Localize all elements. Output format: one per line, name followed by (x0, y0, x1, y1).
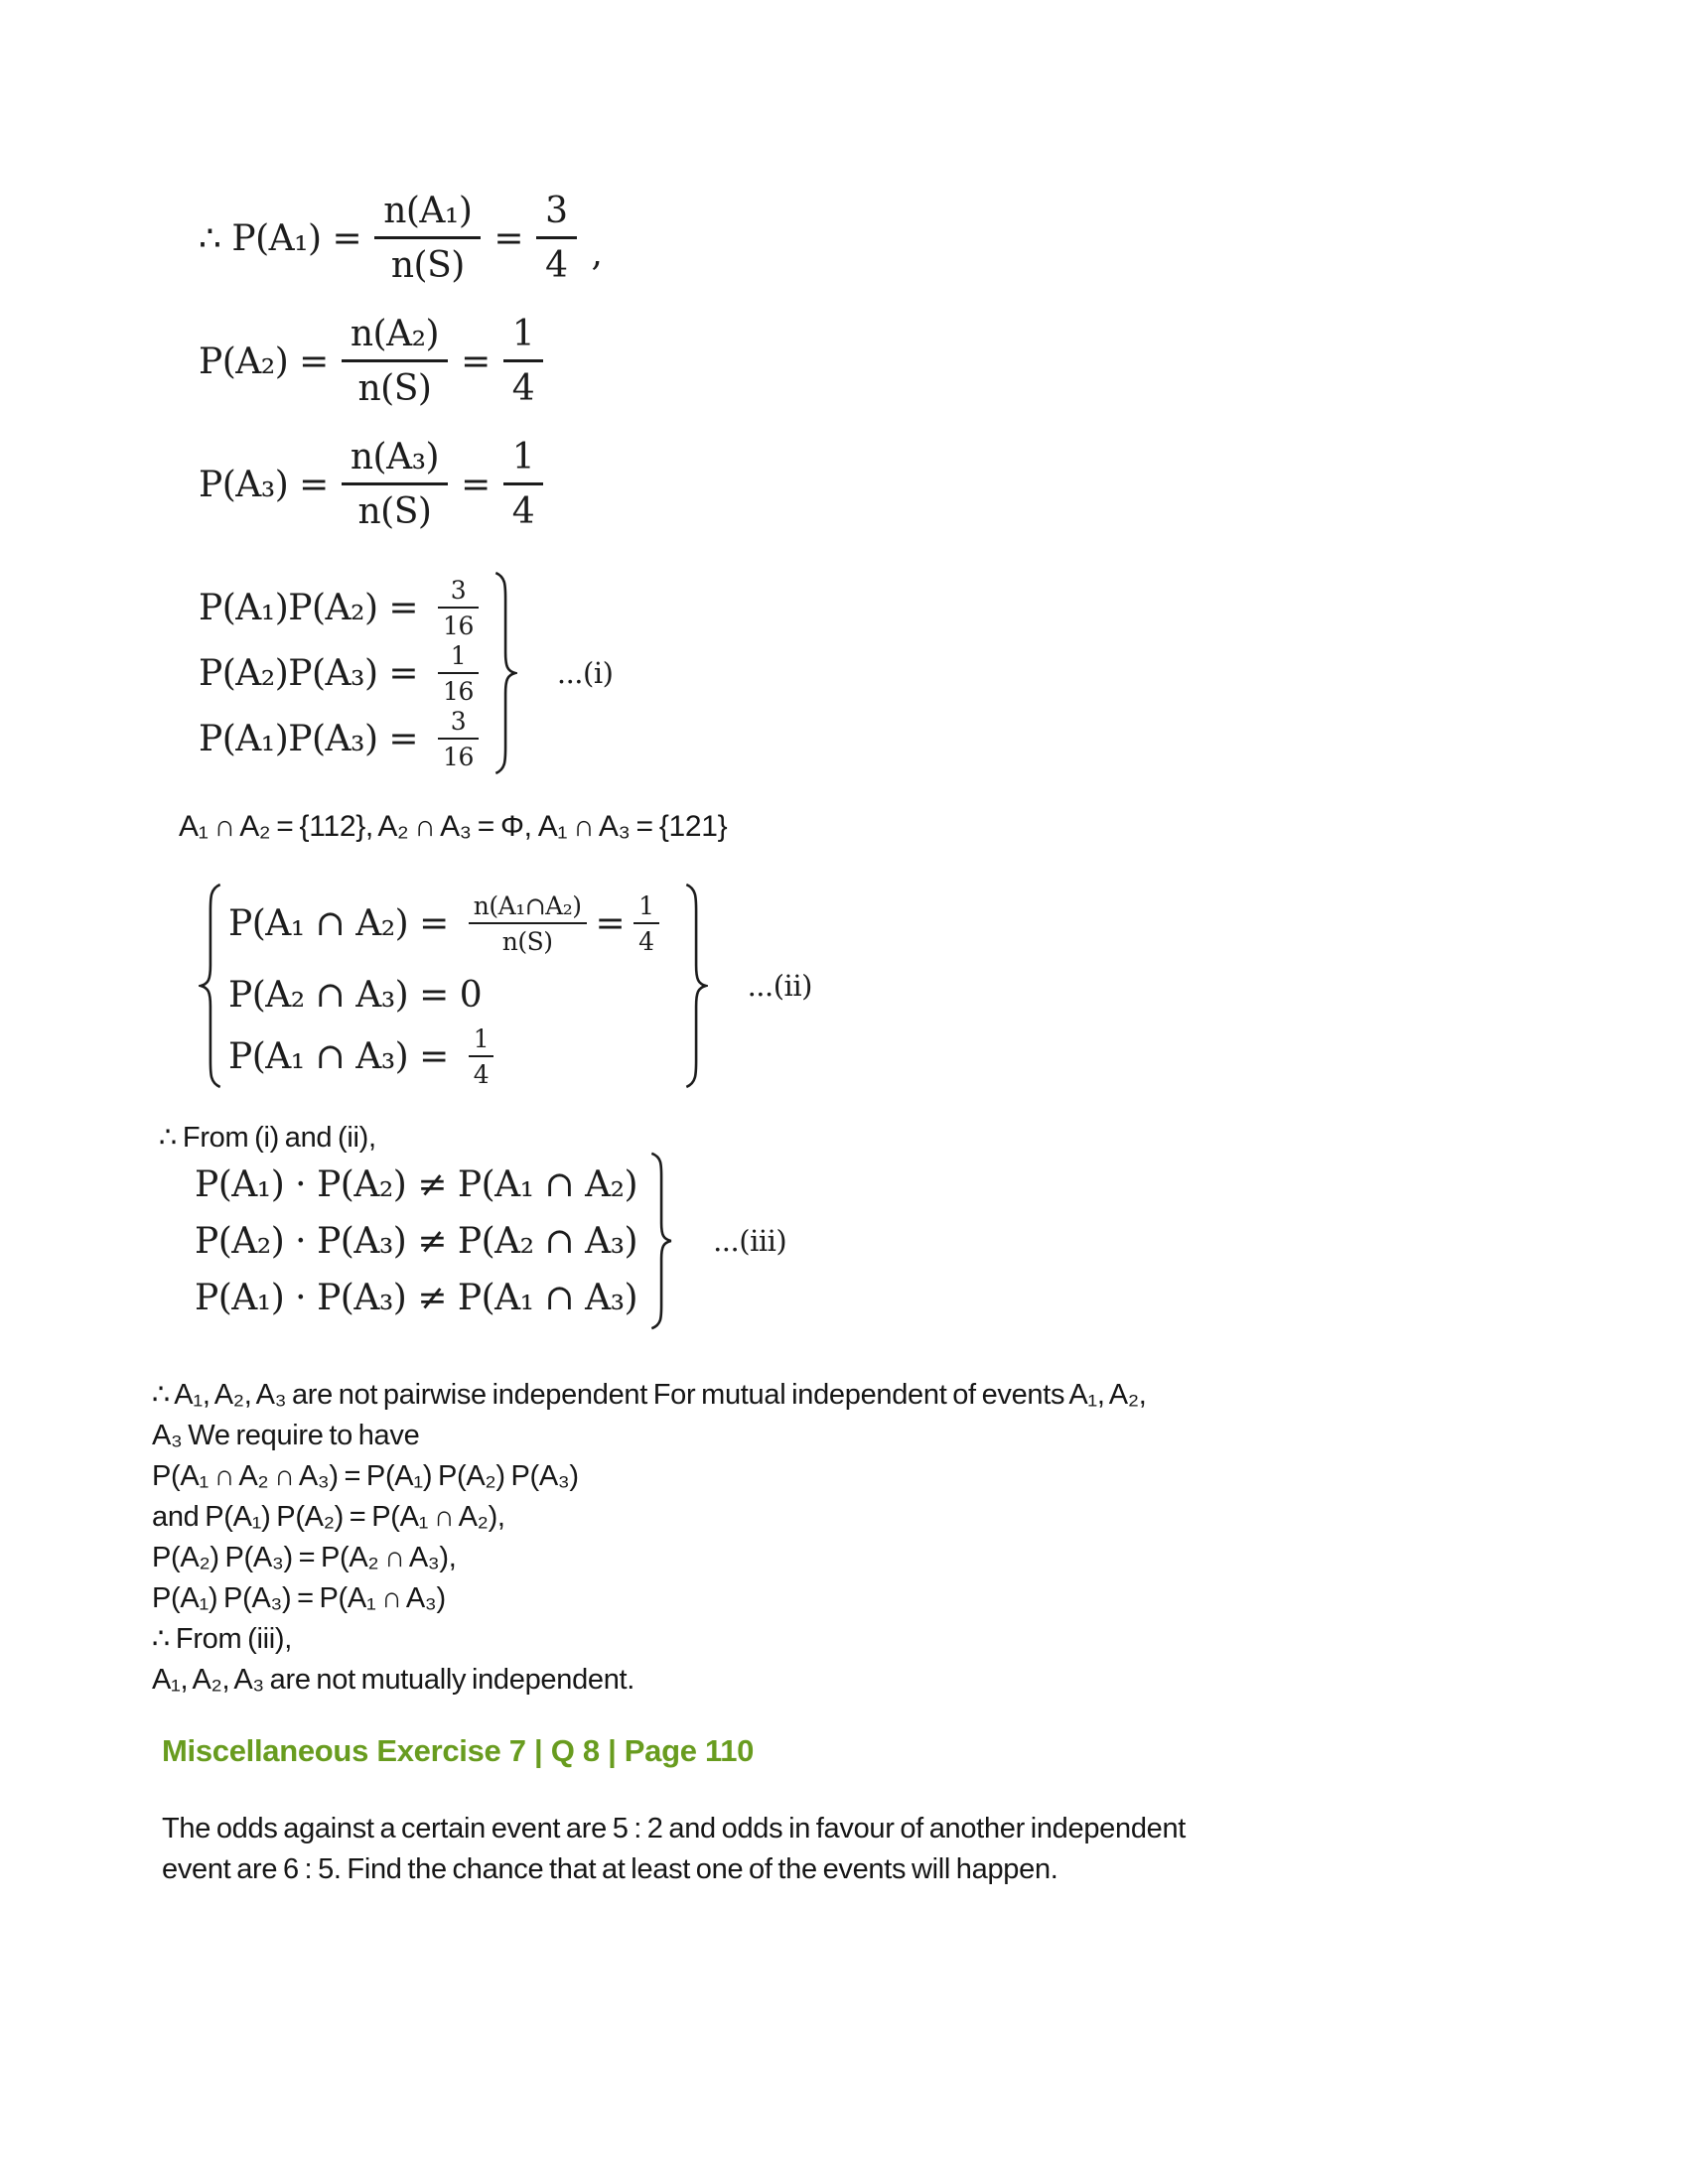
equation-row: P(A₁ ∩ A₃) = $\frac{1}{4}$ (228, 1024, 668, 1089)
fraction: $\frac{\text{n(A₁∩A₂)}}{n(S)}$ (469, 891, 587, 956)
equation-row: P(A₁) · P(A₃) ≠ P(A₁ ∩ A₃) (195, 1277, 638, 1318)
paragraph-line: P(A₁) P(A₃) = P(A₁ ∩ A₃) (152, 1582, 446, 1614)
equation-label-ii: ...(ii) (747, 968, 812, 1003)
paragraph-line: and P(A₁) P(A₂) = P(A₁ ∩ A₂), (152, 1501, 505, 1533)
equation-row: P(A₁)P(A₃) = $\frac{3}{16}$ (199, 706, 488, 771)
equation-rows (199, 575, 488, 771)
equation-lhs: ∴ P(A₁) = (199, 217, 362, 259)
right-brace-glyph (682, 883, 708, 1089)
equation-group-ii (195, 882, 812, 1089)
fraction: $\frac{\text{n(A₁)}}{n(S)}$ (374, 189, 481, 288)
equation-row: P(A₁)P(A₂) = $\frac{3}{16}$ (199, 575, 488, 640)
equation-lhs: P(A₃) = (199, 464, 329, 505)
fraction: $\frac{\text{n(A₂)}}{n(S)}$ (342, 312, 448, 411)
equation-rows (228, 882, 668, 1089)
exercise-heading: Miscellaneous Exercise 7 | Q 8 | Page 110 (162, 1733, 755, 1768)
equation-row: P(A₁ ∩ A₂) = $\frac{\text{n(A₁∩A₂)}}{n(S)}$ = $\frac{1}{4}$ (228, 882, 668, 965)
paragraph-line: ∴ From (iii), (152, 1623, 293, 1655)
equation-label-i: ...(i) (556, 656, 614, 690)
therefore-from-line: ∴ From (i) and (ii), (159, 1122, 376, 1154)
equals-sign: = (493, 217, 524, 259)
fraction: $\frac{1}{4}$ (503, 435, 543, 534)
paragraph-line: P(A₂) P(A₃) = P(A₂ ∩ A₃), (152, 1542, 457, 1573)
equation-p-a1 (199, 189, 602, 288)
paragraph-line: A₃ We require to have (152, 1420, 420, 1451)
fraction: $\frac{3}{4}$ (536, 189, 576, 288)
right-brace-glyph (647, 1152, 673, 1330)
equals-sign: = (461, 464, 491, 505)
equation-row: P(A₁) · P(A₂) ≠ P(A₁ ∩ A₂) (195, 1163, 638, 1205)
solution-paragraph (152, 1375, 1147, 1701)
paragraph-line: A₁, A₂, A₃ are not mutually independent. (152, 1664, 635, 1696)
trailing-comma: , (591, 232, 603, 274)
equation-row: P(A₂) · P(A₃) ≠ P(A₂ ∩ A₃) (195, 1220, 638, 1262)
fraction: $\frac{1}{4}$ (503, 312, 543, 411)
fraction: $\frac{\text{n(A₃)}}{n(S)}$ (342, 435, 448, 534)
left-brace-glyph (199, 883, 224, 1089)
equation-row: P(A₂)P(A₃) = $\frac{1}{16}$ (199, 640, 488, 706)
equation-group-i (199, 571, 613, 775)
equation-label-iii: ...(iii) (713, 1224, 787, 1258)
equation-row: P(A₂ ∩ A₃) = 0 (228, 974, 483, 1016)
fraction: $\frac{1}{4}$ (469, 1024, 493, 1089)
question-line: event are 6 : 5. Find the chance that at least one of the events will happen. (162, 1853, 1058, 1885)
fraction: $\frac{1}{16}$ (438, 641, 479, 706)
equals-sign: = (461, 341, 491, 382)
fraction: $\frac{3}{16}$ (438, 707, 479, 771)
equation-rows (195, 1157, 637, 1326)
equals-sign: = (595, 902, 626, 944)
right-brace-glyph (492, 571, 517, 775)
equation-p-a2 (199, 312, 556, 411)
equation-p-a3 (199, 435, 556, 534)
paragraph-line: P(A₁ ∩ A₂ ∩ A₃) = P(A₁) P(A₂) P(A₃) (152, 1460, 579, 1492)
fraction: $\frac{3}{16}$ (438, 576, 479, 640)
equation-group-iii (195, 1152, 786, 1330)
paragraph-line: ∴ A₁, A₂, A₃ are not pairwise independent For mutual independent of events A₁, A₂, (152, 1379, 1147, 1411)
sets-line: A₁ ∩ A₂ = {112}, A₂ ∩ A₃ = Φ, A₁ ∩ A₃ = {121} (179, 810, 728, 843)
fraction: $\frac{1}{4}$ (633, 891, 658, 956)
question-line: The odds against a certain event are 5 : 2 and odds in favour of another independent (162, 1813, 1187, 1844)
equation-lhs: P(A₂) = (199, 341, 329, 382)
question-paragraph (162, 1809, 1186, 1890)
